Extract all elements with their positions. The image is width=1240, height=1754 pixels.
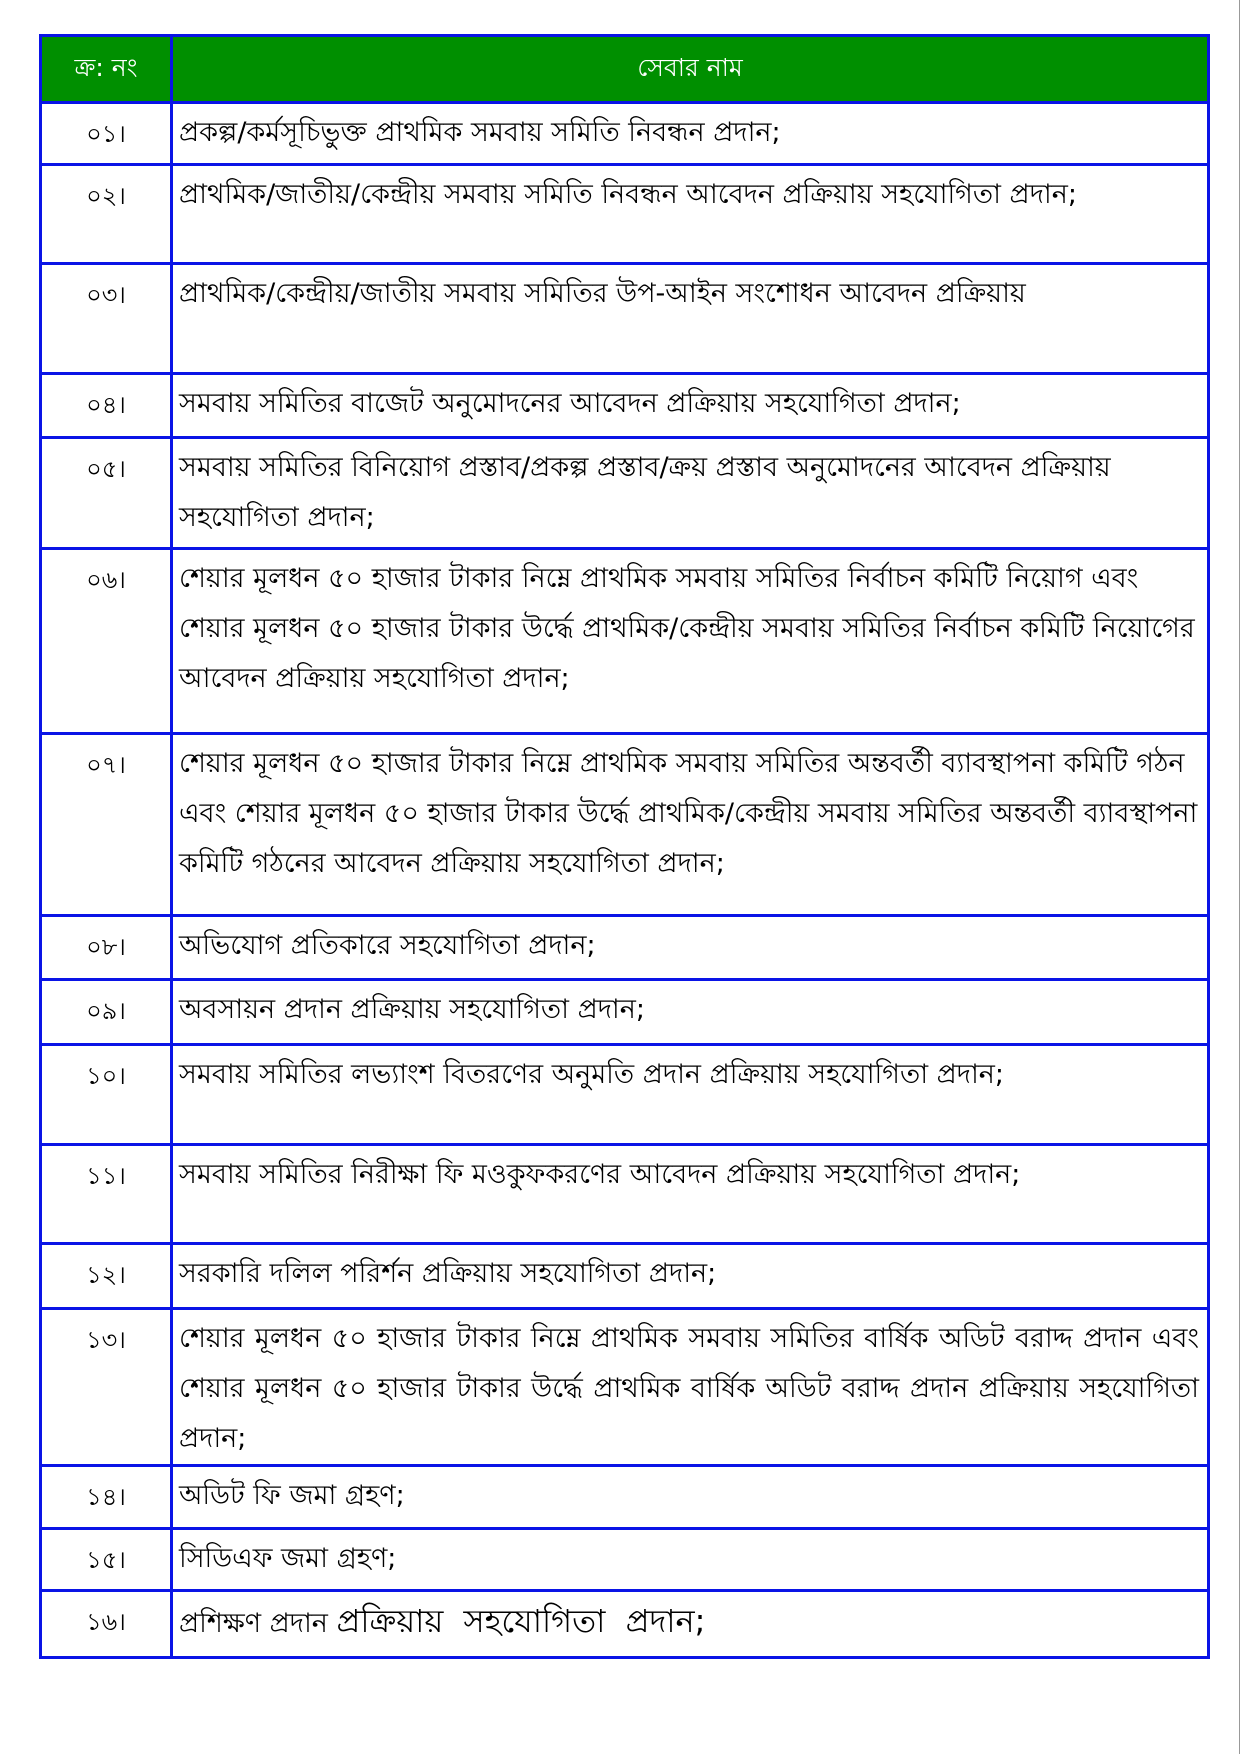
serial-number: ১৩। xyxy=(41,1309,172,1466)
service-name: প্রাথমিক/জাতীয়/কেন্দ্রীয় সমবায় সমিতি নিবন্ধন আবেদন প্রক্রিয়ায় সহযোগিতা প্রদান; xyxy=(172,165,1209,264)
table-row xyxy=(41,1309,1209,1466)
table-header-row xyxy=(41,36,1209,103)
service-name: সমবায় সমিতির বিনিয়োগ প্রস্তাব/প্রকল্প প্রস্তাব/ক্রয় প্রস্তাব অনুমোদনের আবেদন প্রক্রিয়ায় সহযোগিতা প্রদান; xyxy=(172,438,1209,549)
serial-number: ১২। xyxy=(41,1244,172,1309)
service-name: শেয়ার মূলধন ৫০ হাজার টাকার নিম্নে প্রাথমিক সমবায় সমিতির অন্তবর্তী ব্যাবস্থাপনা কমিটি গঠন এবং শেয়ার মূলধন ৫০ হাজার টাকার উর্দ্ধে প্রাথমিক/কেন্দ্রীয় সমবায় সমিতির অন্তবর্তী ব্যাবস্থাপনা কমিটি গঠনের আবেদন প্রক্রিয়ায় সহযোগিতা প্রদান; xyxy=(172,734,1209,916)
table-row xyxy=(41,1145,1209,1244)
service-name: সরকারি দলিল পরির্শন প্রক্রিয়ায় সহযোগিতা প্রদান; xyxy=(172,1244,1209,1309)
table-row xyxy=(41,1244,1209,1309)
serial-number: ০১। xyxy=(41,103,172,165)
service-name: সমবায় সমিতির বাজেট অনুমোদনের আবেদন প্রক্রিয়ায় সহযোগিতা প্রদান; xyxy=(172,374,1209,438)
table-row xyxy=(41,374,1209,438)
service-name: অবসায়ন প্রদান প্রক্রিয়ায় সহযোগিতা প্রদান; xyxy=(172,980,1209,1045)
table-row xyxy=(41,549,1209,734)
table-row xyxy=(41,980,1209,1045)
table-row xyxy=(41,165,1209,264)
service-name: সমবায় সমিতির নিরীক্ষা ফি মওকুফকরণের আবেদন প্রক্রিয়ায় সহযোগিতা প্রদান; xyxy=(172,1145,1209,1244)
serial-number: ০৫। xyxy=(41,438,172,549)
serial-number: ০২। xyxy=(41,165,172,264)
table-row xyxy=(41,1466,1209,1529)
serial-number: ০৩। xyxy=(41,264,172,374)
table-row xyxy=(41,734,1209,916)
serial-number: ০৯। xyxy=(41,980,172,1045)
serial-number: ০৬। xyxy=(41,549,172,734)
serial-number: ১০। xyxy=(41,1045,172,1145)
table-row xyxy=(41,438,1209,549)
services-table xyxy=(39,34,1210,1659)
serial-number: ০৭। xyxy=(41,734,172,916)
serial-header: ক্র: নং xyxy=(41,36,172,103)
serial-number: ১৪। xyxy=(41,1466,172,1529)
table-row xyxy=(41,916,1209,980)
service-name: শেয়ার মূলধন ৫০ হাজার টাকার নিম্নে প্রাথমিক সমবায় সমিতির নির্বাচন কমিটি নিয়োগ এবং শেয়ার মূলধন ৫০ হাজার টাকার উর্দ্ধে প্রাথমিক/কেন্দ্রীয় সমবায় সমিতির নির্বাচন কমিটি নিয়োগের আবেদন প্রক্রিয়ায় সহযোগিতা প্রদান; xyxy=(172,549,1209,734)
service-name: শেয়ার মূলধন ৫০ হাজার টাকার নিম্নে প্রাথমিক সমবায় সমিতির বার্ষিক অডিট বরাদ্দ প্রদান এবং শেয়ার মূলধন ৫০ হাজার টাকার উর্দ্ধে প্রাথমিক বার্ষিক অডিট বরাদ্দ প্রদান প্রক্রিয়ায় সহযোগিতা প্রদান; xyxy=(172,1309,1209,1466)
service-name: সমবায় সমিতির লভ্যাংশ বিতরণের অনুমতি প্রদান প্রক্রিয়ায় সহযোগিতা প্রদান; xyxy=(172,1045,1209,1145)
service-name: সিডিএফ জমা গ্রহণ; xyxy=(172,1529,1209,1591)
serial-number: ১৫। xyxy=(41,1529,172,1591)
serial-number: ০৪। xyxy=(41,374,172,438)
table-row xyxy=(41,264,1209,374)
table-row xyxy=(41,103,1209,165)
serial-number: ০৮। xyxy=(41,916,172,980)
service-name-header: সেবার নাম xyxy=(172,36,1209,103)
service-name: অডিট ফি জমা গ্রহণ; xyxy=(172,1466,1209,1529)
service-name xyxy=(172,1591,1209,1658)
table-row xyxy=(41,1591,1209,1658)
serial-number: ১৬। xyxy=(41,1591,172,1658)
service-name: প্রাথমিক/কেন্দ্রীয়/জাতীয় সমবায় সমিতির উপ-আইন সংশোধন আবেদন প্রক্রিয়ায় xyxy=(172,264,1209,374)
service-name: অভিযোগ প্রতিকারে সহযোগিতা প্রদান; xyxy=(172,916,1209,980)
service-name: প্রকল্প/কর্মসূচিভুক্ত প্রাথমিক সমবায় সমিতি নিবন্ধন প্রদান; xyxy=(172,103,1209,165)
table-row xyxy=(41,1529,1209,1591)
service-name-part-large: প্রক্রিয়ায় সহযোগিতা প্রদান; xyxy=(336,1602,706,1640)
table-row xyxy=(41,1045,1209,1145)
serial-number: ১১। xyxy=(41,1145,172,1244)
service-name-part: প্রশিক্ষণ প্রদান xyxy=(179,1608,328,1639)
